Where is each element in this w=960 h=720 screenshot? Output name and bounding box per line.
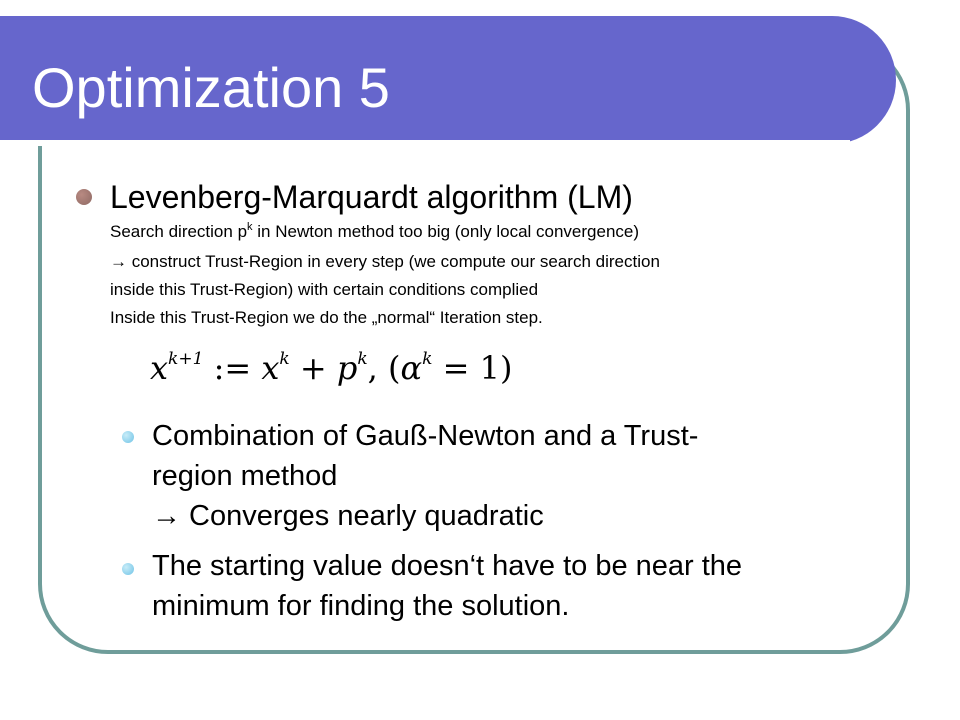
- description-line-4: Inside this Trust-Region we do the „normal“ Iteration step.: [110, 308, 543, 327]
- sub-bullet-1-line-2: region method: [152, 460, 338, 492]
- slide-title: Optimization 5: [32, 56, 390, 119]
- bullet-heading: Levenberg-Marquardt algorithm (LM): [110, 179, 633, 215]
- title-underline: [0, 140, 850, 146]
- sub-bullet-2-line-2: minimum for finding the solution.: [152, 590, 570, 622]
- sub-bullet-1-line-3: → Converges nearly quadratic: [152, 500, 544, 532]
- sub-bullet-2: [152, 546, 742, 626]
- bullet-description: [110, 218, 660, 332]
- sub-bullet-1: [152, 416, 698, 536]
- description-line-2: → construct Trust-Region in every step (we compute our search direction: [110, 252, 660, 271]
- sub-bullet-dot-icon: [122, 563, 134, 575]
- title-banner: [0, 16, 896, 144]
- sub-bullet-dot-icon: [122, 431, 134, 443]
- bullet-dot-icon: [76, 189, 92, 205]
- description-line-1: Search direction $p^k$ in Newton method too big (only local convergence): [110, 221, 640, 241]
- description-line-3: inside this Trust-Region) with certain conditions complied: [110, 280, 539, 299]
- sub-bullet-1-line-1: Combination of Gauß-Newton and a Trust-: [152, 420, 699, 452]
- superscript: k: [247, 221, 253, 233]
- iteration-formula: $x^{k+1}$ := $x^k + p^k$, $(\alpha^k = 1)$: [150, 349, 513, 387]
- sub-bullet-2-line-1: The starting value doesn‘t have to be near the: [152, 550, 743, 582]
